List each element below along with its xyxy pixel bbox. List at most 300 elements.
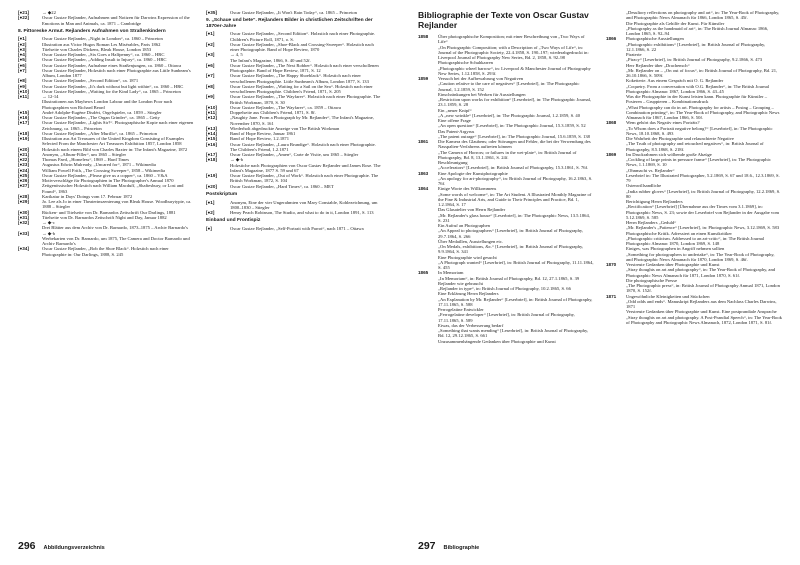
entry-text: Titelseite von Dr. Barnardos Zeitschrift Night and Day, Januar 1882: [42, 214, 167, 220]
list-item: [18, 246, 194, 257]
left-column-2: [206, 10, 382, 231]
entry-text: „Desultory reflections on photography and art“, in: The Year-Book of Photography, and Photographic News Almanach für 1866, London 1865, S. 45f.: [626, 10, 780, 21]
entry-text: Oscar Gustav Rejlander, „Second Edition“. Holzstich nach einer Photographie. Children's Picture Roll, 1871, o. S.: [230, 31, 376, 42]
list-item: [606, 283, 782, 294]
right-column-2: [606, 10, 782, 325]
entry-text: Oscar Gustav Rejlander, „After Murillo“, ca. 1865 – Princeton: [42, 130, 158, 136]
list-item: [18, 136, 194, 147]
entry-text: Oscar Gustav Rejlander, „Amen“, Carte de Visite, um 1865 – Stiegler: [230, 152, 359, 158]
entry-number: [●8]: [206, 83, 215, 89]
list-item: [206, 73, 382, 84]
entry-text: Oscar Gustav Rejlander, „The Wayfarer“, ca. 1859 – Ottawa: [230, 104, 341, 110]
entry-number: [●21]: [18, 10, 29, 15]
entry-number: [●17]: [18, 120, 29, 126]
year-label: [606, 126, 626, 137]
entry-number: [●24]: [18, 167, 29, 173]
year-label: [606, 157, 626, 168]
year-label: 1870: [606, 262, 617, 267]
year-label: [418, 45, 438, 61]
entry-number: [●6]: [206, 62, 215, 68]
year-label: 1869: [606, 151, 617, 157]
entry-text: Oscar Gustav Rejlander, „It Won't Rain Today“, ca. 1865 – Princeton: [230, 10, 357, 15]
entry-text: Photographische Ausstellungen: [626, 36, 684, 42]
entry-number: [●35]: [206, 10, 217, 15]
entry-text: Illustrationen aus Mayhews London Labour and the London Poor nach Photographien von Richard Beard: [42, 99, 173, 110]
right-column-1: [418, 10, 594, 344]
list-item: [606, 94, 782, 105]
entry-text: Illustration aus Art Treasures of the United Kingdom Consisting of Examples Selected From the Manchester Art Treasures Exhibition 1857, London 1858: [42, 136, 185, 147]
entry-text: Oscar Gustav Rejlander, Aufnahmen und Notizen für Darwins Expression of the Emotions in Man and Animals, ca. 1871 – Cambridge: [42, 15, 190, 26]
year-label: [606, 189, 626, 200]
entry-text: Band of Hope Review, 1.2.1871: [230, 136, 290, 142]
entry-text: Rejlander wie gebraucht: [438, 280, 483, 286]
list-item: [18, 120, 194, 131]
list-item: [18, 236, 194, 247]
entry-number: [●18]: [206, 157, 217, 163]
list-item: [418, 228, 594, 239]
year-label: [606, 105, 626, 121]
year-label: [606, 42, 626, 53]
entry-number: [●13]: [206, 125, 217, 131]
entry-text: Oscar Gustav Rejlander, „Bob the Shoe Black“. Holzstich nach einer Photographie in: Our Darlings, 1888, S. 245: [42, 246, 169, 257]
year-label: [418, 66, 438, 77]
entry-number: [●25]: [18, 172, 29, 178]
running-head: Bibliographie: [443, 545, 480, 551]
year-label: 1871: [606, 293, 617, 299]
entry-text: In Memoriam: [438, 270, 464, 276]
list-item: [418, 81, 594, 92]
section-heading: 8. Pittoreske Armut. Rejlanders Aufnahmen von Straßenkindern: [18, 28, 166, 34]
list-item: [18, 68, 194, 79]
entry-number: [●22]: [18, 15, 29, 21]
list-item: [418, 297, 594, 308]
section-heading: 9. „Schaue und bete“. Rejlanders Bilder in christlichen Zeitschriften der 1870er-Jahre: [206, 18, 373, 29]
list-item: [206, 173, 382, 184]
list-item: [18, 199, 194, 210]
left-folio: [18, 540, 105, 552]
list-item: [418, 176, 594, 187]
entry-number: [●18]: [18, 130, 29, 136]
list-item: [606, 267, 782, 278]
entry-text: „Stray thoughts on art and photography. A Post-Prandial Speech“, in: The Year-Book of Photography and Photographic News Almanach, 1872, London 1871, S. 81f.: [626, 314, 782, 325]
entry-number: [●28]: [18, 193, 29, 199]
entry-text: „Accelerators“ [Leserbrief], in: British Journal of Photography, 15.3.1861, S. 76f.: [438, 165, 589, 171]
entry-number: [●14]: [206, 131, 217, 137]
entry-text: Oscar Gustav Rejlander, „The Happy Shoeblack“. Holzstich nach einer verschollenen Photographie. Little Sunbeam's Album, London 1877, S. 133: [230, 73, 369, 84]
list-item: [18, 183, 194, 194]
entry-text: Wiederholt abgedruckte Anzeige von The British Workman: [230, 125, 340, 131]
entry-text: Oscar Gustav Rejlander, „It's dark without but light within“, ca. 1860 – HRC: [42, 83, 184, 89]
year-label: [418, 339, 438, 344]
list-item: [606, 10, 782, 21]
entry-text: Oscar Gustav Rejlander, „Lights Sir?“. Photographische Kopie nach einer eigenen Zeichnung, ca. 1865 – Princeton: [42, 120, 194, 131]
entry-text: Koketterie. Aus einem Gespräch mit O. G. Rejlander: [626, 78, 724, 84]
list-item: [606, 126, 782, 137]
right-page: [400, 0, 800, 565]
entry-text: Oscar Gustav Rejlander, „Please give us a copper“, ca. 1860 – V&A: [42, 172, 168, 178]
entry-text: → ◆-c: [42, 220, 55, 226]
entry-number: [●20]: [18, 146, 29, 152]
entry-text: Über photographische Komposition; mit einer Beschreibung von „Two Ways of Life“: [438, 34, 585, 45]
entry-text: Herrn Rejlanders „Geduld“: [626, 220, 677, 225]
entry-text: Etwas, das der Verbesserung bedarf: [438, 322, 504, 328]
list-item: [418, 213, 594, 224]
entry-number: [●15]: [206, 136, 217, 142]
year-label: 1861: [418, 139, 429, 144]
entry-text: „The Photographic press“, in: British Journal of Photography Annual 1871, London 1870, S. 152f.: [626, 283, 780, 294]
list-item: [206, 210, 382, 215]
list-item: [606, 84, 782, 95]
year-label: 1865: [418, 270, 429, 276]
entry-text: „Coquetry. From a conversation with O.G. Rejlander“, in: The British Journal Photographic Almanac 1867, London 1866, S. 43–45: [626, 83, 770, 94]
entry-text: Beschleunigung: [438, 160, 468, 165]
list-item: [606, 236, 782, 247]
list-item: [206, 63, 382, 74]
page-title: Bibliographie der Texte von Oscar Gustav Rejlander: [418, 10, 589, 30]
entry-number: [●4]: [18, 52, 27, 58]
entry-text: „On Photographic Composition; with a Description of „Two Ways of Life“, in: Journal of the Photographic Society, 22.4.1858, S. 190–197; wiederabgedruckt in: Liverpool Journal of Photography New Series, Bd. 2, 1858, S. 92–98: [438, 44, 589, 60]
year-label: [418, 328, 438, 339]
list-item: [606, 299, 782, 310]
year-label: [418, 176, 438, 187]
entry-text: Illustration aus Victor Hugos Roman Les Misérables, Paris 1862: [42, 41, 161, 47]
year-label: 1858: [418, 34, 429, 39]
entry-text: Wem gehört das Negativ eines Porträts?: [626, 120, 700, 126]
entry-text: → 12-14: [42, 94, 59, 100]
entry-text: „To Whom does a Portrait negative belong?“ [Leserbrief], in: The Photographic News, 18.10.1868, S. 493: [626, 125, 773, 136]
list-item: [418, 150, 594, 161]
entry-text: „An apology for art-photography“, in: British Journal of Photography, 16.2.1863, S. 76f.: [438, 175, 593, 186]
entry-text: → ◆-b: [42, 230, 56, 236]
entry-number: [●2]: [206, 210, 215, 216]
year-label: [418, 228, 438, 239]
entry-number: [18, 236, 42, 247]
entry-text: Photographische Kritik. Adressiert an einen Kunstkritiker: [626, 230, 732, 236]
entry-text: „Some words of welcome“, in: The Art Student. A Illustrated Monthly Magazine of the Fine & Industrial Arts, and Guide to Their Principles and Practice, Bd. 1, 1.2.1864, S. 17: [438, 191, 592, 207]
entry-text: Berichtigung Herrn Rejlanders: [626, 199, 683, 204]
entry-text: Die Photographie als Gehilfe der Kunst. Für Künstler: [626, 20, 725, 26]
entry-number: [●1]: [18, 36, 27, 42]
entry-text: Holzstiche nach Photographien von Oscar Gustav Rejlander und James Rose. The Infant's Magazine, 1877 S. 59 und 67: [230, 162, 381, 173]
entry-text: Herr Rejlander über „Drachensch“: [626, 62, 690, 68]
entry-number: [●11]: [18, 94, 29, 100]
list-item: [206, 10, 382, 15]
entry-text: „Something that wants mending“ [Leserbrief], in: British Journal of Photography, Bd. 12, 29.12.1865, S. 661: [438, 328, 589, 339]
entry-number: [●7]: [18, 67, 27, 73]
entry-number: [18, 99, 42, 110]
entry-text: Oscar Gustav Rejlander, Holzstich nach einer Photographie aus Little Sunbeam's Album, London 1877: [42, 67, 191, 79]
year-label: [606, 141, 626, 152]
year-label: [606, 10, 626, 21]
year-label: 1864: [418, 186, 429, 192]
entry-text: „Stray thoughts on art and photography“, in: The Year-Book of Photography, and Photographic News Almanach für 1871, London 1870, S. 61f.: [626, 267, 776, 278]
entry-text: Die Kamera des Glaubens; oder Störungen und Fehler, die bei der Verwendung des Nasspalten-Verfahrens auftreten können: [438, 139, 591, 150]
entry-text: Einiges, was Photographen in Angriff nehmen sollten: [626, 246, 725, 252]
entry-text: → ◆22: [42, 10, 56, 15]
list-item: [206, 163, 382, 174]
entry-number: [●11]: [206, 110, 217, 116]
list-item: [606, 105, 782, 121]
entry-text: Perrogelatine Entwickler: [438, 307, 484, 312]
year-label: [606, 267, 626, 278]
year-label: [606, 204, 626, 220]
entry-text: „On Medals, exhibitions, &c.“ [Leserbrief], in: British Journal of Photography, 9.9.1864, S. 341: [438, 244, 584, 255]
list-item: [418, 66, 594, 77]
entry-text: Augustus Edwin Mulready, „Uncared for“, 1871 – Wikimedia: [42, 162, 156, 168]
entry-text: Piraterie: [626, 52, 642, 57]
running-head: Abbildungsverzeichnis: [43, 545, 105, 551]
entry-text: Oscar Gustav Rejlander, „The Wayfarer“. Holzstich nach einer Photographie. The British Workman, 1870, S. 30: [230, 94, 381, 105]
year-label: 1868: [606, 120, 617, 126]
year-label: [606, 173, 626, 184]
list-item: [206, 142, 382, 153]
entry-text: William Powell Frith, „The Crossing Sweeper“, 1858 – Wikimedia: [42, 167, 166, 173]
entry-text: Oscar Gustav Rejlander, Aufnahme eines Straßenjungen, ca. 1860 – Ottawa: [42, 62, 182, 68]
list-item: [418, 339, 594, 344]
entry-number: [●16]: [206, 141, 217, 147]
entry-number: [●]: [206, 225, 212, 231]
list-item: [606, 173, 782, 184]
list-item: [206, 115, 382, 126]
entry-text: Oscar Gustav Rejlander, „Laura Brundige“. Holzstich nach einer Photographie. The Children's Friend, 1.2.1871: [230, 141, 376, 152]
year-label: [606, 299, 626, 310]
entry-text: „Mr. Rejlander's glass house“ [Leserbrief], in: The Photographic News, 13.5.1864, S. 231: [438, 212, 590, 223]
entry-text: Doppelseite aus Children's Friend, 1871, S. 8f.: [230, 110, 316, 116]
year-label: [418, 297, 438, 308]
list-item: [18, 99, 194, 110]
list-item: [606, 252, 782, 263]
entry-number: [●10]: [206, 104, 217, 110]
entry-text: Eine Photographie wird gesucht: [438, 254, 497, 260]
entry-number: [●2]: [18, 41, 27, 47]
list-item: [206, 226, 382, 231]
entry-text: Was die Photographie in der Kunst leisten kann. Photographie für Künstler – Posieren – Gruppieren – Kombinationsdruck: [626, 94, 767, 105]
entry-text: Das Glasatelier von Herrn Rejlander: [438, 207, 506, 213]
year-label: [606, 283, 626, 294]
entry-text: „Photographic criticism. Addressed to an art-critic“, in: The British Journal Photographic Almanac 1870, London 1869, S. 148: [626, 235, 765, 246]
list-item: [606, 42, 782, 53]
entry-number: [●26]: [18, 178, 29, 184]
entry-text: Oscar Gustav Rejlander, „The Organ Grinder“, ca. 1865 – Getty: [42, 115, 160, 121]
entry-text: Jo. Lee als Jo in einer Theaterinszenierung von Bleak House. Woodburytypie, ca. 1888 – Stiegler: [42, 199, 192, 210]
entry-text: „An Appeal to photographers“ [Leserbrief], in: British Journal of Photography, 29.7.1864, S. 266: [438, 228, 584, 239]
entry-text: „Photography as the handmaid of art“, in: The British Journal Almanac 1866, London 1865, S. 92–94: [626, 25, 769, 36]
entry-number: [●21]: [18, 151, 29, 157]
entry-text: Eine offene Frage: [438, 118, 471, 123]
entry-text: Werbekarten von Dr. Barnardo, um 1875, The Camera and Doctor Barnardo und Archiv Barnardo's: [42, 235, 190, 247]
entry-number: [●23]: [18, 162, 29, 168]
entry-number: [●33]: [18, 230, 29, 236]
entry-number: [●1]: [206, 199, 215, 205]
entry-text: „What Photography can do in art. Photography for artists – Posing – Grouping – Combination printing“, in: The Year-Book of Photography, and Photographic News Almanach für 1867, London 1866, S. 50f.: [626, 104, 780, 120]
entry-number: [●32]: [18, 220, 29, 226]
entry-number: [●29]: [18, 199, 29, 205]
section-heading: Postskriptum: [206, 191, 238, 197]
list-item: [606, 315, 782, 326]
entry-number: [●3]: [206, 52, 215, 58]
entry-text: Drei Blätter aus dem Archiv von Dr. Barnardo, 1873–1875 – Archiv Barnardo's: [42, 225, 188, 231]
entry-text: „An Explanation by Mr. Rejlander“ [Leserbrief], in: British Journal of Photography, 17.11.1865, S. 588: [438, 296, 593, 307]
entry-text: Leserbrief in: The Illustrated Photographer, 5.2.1869, S. 67 und 18.6., 12.3.1869, S. 79: [626, 172, 780, 183]
entry-text: Ein Aufruf an Photographen: [438, 223, 490, 228]
entry-text: Eine Erklärung Herrn Rejlanders: [438, 291, 499, 297]
list-item: [418, 260, 594, 271]
year-label: [606, 94, 626, 105]
entry-text: Das Patent-Argyrus: [438, 128, 475, 134]
entry-text: „Cockling of large prints in pressure frame“ [Leserbrief], in: The Photographic News, 1.1.1869, S. 10: [626, 157, 771, 168]
entry-text: Thomas Faed, „Homeless“, 1869 – Hard Times: [42, 157, 130, 163]
entry-number: [●16]: [18, 115, 29, 121]
entry-number: [●34]: [18, 246, 29, 252]
entry-text: Oscar Gustav Rejlander, „Hard Times“, ca. 1860 – MET: [230, 183, 334, 189]
entry-number: [●2]: [206, 41, 215, 47]
list-item: [206, 42, 382, 53]
year-label: [606, 68, 626, 79]
entry-number: [●5]: [18, 57, 27, 63]
entry-text: „Caution relative to the care of negatives“ [Leserbrief], in: The Photographic Journal, 1.2.1859, S. 152: [438, 81, 580, 92]
entry-number: [206, 163, 230, 174]
entry-text: „Something for photographers to undertake“, in: The Year-Book of Photography, and Photographic News Almanach für 1870, London 1869, S. 46f.: [626, 251, 775, 262]
left-column-1: [18, 10, 194, 257]
entry-text: Band of Hope Review, Januar 1861: [230, 131, 296, 137]
entry-text: „Restriction upon works for exhibition“ [Leserbrief], in: The Photographic Journal, 23.1.1859, S. 28: [438, 97, 592, 108]
entry-text: Die Wahrheit der Photographie und relaunchierte Negative: [626, 136, 734, 141]
entry-text: „A „new wrinkle“ [Leserbrief], in: The Photographic Journal, 1.2.1859, S. 40: [438, 112, 581, 118]
entry-number: [●8]: [18, 78, 27, 84]
entry-text: Oscar Gustav Rejlander, „Adding Insult to Injury“, ca. 1860 – HRC: [42, 57, 167, 63]
year-label: [606, 252, 626, 263]
entry-number: [●19]: [206, 173, 217, 179]
entry-number: [●10]: [18, 88, 29, 94]
list-item: [606, 68, 782, 79]
entry-text: Zeitgenössischer Holzstich nach William Macduff, „Shaftesbury, or Lost and Found“, 1863: [42, 183, 184, 194]
entry-number: [●22]: [18, 157, 29, 163]
entry-text: Oscar Gustav Rejlander, „Six Goes a Halfpenny“, ca. 1860 – HRC: [42, 52, 165, 58]
list-item: [606, 204, 782, 220]
entry-text: Über Medaillen, Ausstellungen etc.: [438, 238, 503, 244]
list-item: [418, 139, 594, 150]
entry-text: Oscar Gustav Rejlander, „Self-Portrait with Parrot“, nach 1871 – Ottawa: [230, 225, 364, 231]
list-item: [206, 200, 382, 211]
entry-number: [●30]: [18, 209, 29, 215]
entry-text: Oscar Gustav Rejlander, „The Next Robber“. Holzstich nach einer verschollenen Photographie. Band of Hope Review, 1871, S. 12: [230, 62, 379, 74]
entry-text: Oscar Gustav Rejlander, „Night in London“, ca. 1860 – Princeton: [42, 36, 163, 42]
entry-number: [●27]: [18, 183, 29, 189]
entry-text: „Mr. Rejlander's „Patience“ [Leserbrief], in: Photographic News, 3.12.1869, S. 583: [626, 225, 780, 231]
year-label: [418, 312, 438, 323]
entry-text: Einige Worte des Willkommens: [438, 186, 497, 192]
section-heading: Einband und Frontispiz: [206, 218, 261, 224]
entry-text: „Rejlander in type“, in: British Journal of Photography, 10.2.1865, S. 66: [438, 286, 571, 291]
list-item: [18, 15, 194, 26]
entry-text: Oscar Gustav Rejlander, „Waiting for the Kind Lady“, ca. 1865 – Princeton: [42, 88, 181, 94]
list-item: [606, 189, 782, 200]
entry-number: [●20]: [206, 183, 217, 189]
entry-number: [●7]: [206, 73, 215, 79]
entry-text: „Rectification“ [Leserbrief] [Übernahme aus der Times vom 3.1.1869], in: Photographic News, S. 23; sowie der Leserbrief von Rejlander in der Ausgabe vom 5.12.1869, S. 585: [626, 204, 780, 220]
entry-text: Henry Peach Robinson, The Studio, and what to do in it, London 1891, S. 113: [230, 210, 374, 216]
entry-text: „The Truth of photography and retouched negatives“, in: British Journal of Photography, 8.5.1868, S. 218f.: [626, 141, 764, 152]
entry-text: André Adolphe-Eugène Disdéri, Orgelspieler, ca. 1859 – Stiegler: [42, 109, 162, 115]
entry-text: Holzstich nach einem Bild von Charles Baxter in: The Infant's Magazine, 1872: [42, 146, 188, 152]
year-label: [418, 244, 438, 255]
entry-text: „In Memoriam“, in: British Journal of Photography, Bd. 12, 27.1.1865, S. 39: [438, 275, 580, 281]
entry-text: Ostenwillsandliche: [626, 183, 662, 189]
entry-text: „India rubber gloves“ [Leserbrief], in: British Journal of Photography, 12.2.1869, S. 80: [626, 188, 781, 199]
entry-number: [●19]: [18, 136, 29, 142]
list-item: [418, 244, 594, 255]
year-label: 1863: [418, 170, 429, 176]
list-item: [206, 94, 382, 105]
list-item: [418, 328, 594, 339]
entry-text: Unzusammenhängende Gedanken über Photographie und Kunst: [438, 338, 556, 344]
list-item: [418, 312, 594, 323]
year-label: [418, 260, 438, 271]
entry-number: [●9]: [206, 94, 215, 100]
year-label: [418, 192, 438, 208]
entry-number: [●17]: [206, 152, 217, 158]
right-folio: [418, 540, 479, 552]
list-item: [606, 141, 782, 152]
year-label: [418, 213, 438, 224]
entry-text: → ◆-b: [230, 157, 244, 163]
list-item: [418, 192, 594, 208]
entry-number: [●12]: [206, 115, 217, 121]
list-item: [206, 31, 382, 42]
entry-text: „Piracy“ [Leserbrief], in: British Journal of Photography, 9.2.1866, S. 473: [626, 57, 763, 63]
entry-text: „Photographic exhibitions“ [Leserbrief], in: British Journal of Photography, 12.1.1866, S. 22: [626, 41, 766, 52]
entry-text: „Naughty Jane. From a Photograph by Mr. Rejlander“, The Infant's Magazine, November 1870, S. 161: [230, 115, 374, 126]
entry-text: „A Photograph wanted“ [Leserbrief], in: British Journal of Photography, 11.11.1864, S. 455: [438, 259, 594, 270]
entry-text: Titelseite von Charles Dickens, Bleak House, London 1853: [42, 46, 152, 52]
entry-text: Ein „neuer Knipf“: [438, 107, 472, 113]
year-label: [606, 236, 626, 247]
entry-number: [●3]: [18, 46, 27, 52]
entry-number: [●1]: [206, 31, 215, 37]
year-label: [606, 26, 626, 37]
entry-text: „The Camera of Horrors; or failures in the wet-plate“, in: British Journal of Photography, Bd. 8, 13.1.1861, S. 24f.: [438, 149, 577, 160]
entry-text: „Mr. Rejlander on – „On out of focus“, in: British Journal of Photography, Bd. 21, 26.10.1866, S. 509f.: [626, 67, 778, 78]
year-label: [418, 81, 438, 92]
entry-text: Oscar Gustav Rejlander, „Waiting for a Sail on the Sea“. Holzstich nach einer verschollenen Photographie. Children's Friend, 1871, S. 205: [230, 83, 373, 95]
entry-text: Oscar Gustav Rejlander, „Shoe-Black and Crossing-Sweeper“. Holzstich nach einer Photographie. Band of Hope Review, 1870: [230, 41, 374, 53]
entry-number: [●31]: [18, 214, 29, 220]
entry-number: [●6]: [18, 62, 27, 68]
page-number: 297: [418, 540, 436, 552]
entry-text: Photographische Schuhkarren: [438, 60, 493, 66]
entry-text: Ungewöhnliche Kleinigkeiten und Stückchen: [626, 293, 710, 299]
list-item: [418, 34, 594, 45]
entry-text: Karikatur in Days' Doings vom 17. Februar 1872: [42, 193, 133, 199]
entry-text: Anonym, Eine der vier Ungerahmten von Mary Constable, Kohlezeichnung, um 1800–1830 – Stiegler: [230, 199, 378, 210]
page-number: 296: [18, 540, 36, 552]
entry-text: The Infant's Magazine, 1866, S. 40 und 52f.: [230, 57, 311, 63]
entry-text: „Ohnmacht vs. Rejlander“: [626, 167, 675, 173]
list-item: [418, 45, 594, 61]
entry-text: Oscar Gustav Rejlander, „Second Edition“, ca. 1871: [42, 78, 139, 84]
year-label: [418, 97, 438, 108]
entry-text: „Photographic wheel barrow“, in: Liverpool & Manchester Journal of Photography New Series, 1.12.1858, S. 293f.: [438, 65, 591, 76]
entry-text: Eine Apologie der Kunstphotographie: [438, 170, 508, 176]
entry-text: Oscar Gustav Rejlander, „Out of Work“. Holzstich nach einer Photographie. The British Workman, 1872, S. 104: [230, 173, 379, 184]
list-item: [206, 84, 382, 95]
entry-text: Versuch bei der Aufbewahrung von Negativen: [438, 76, 524, 81]
entry-text: → 4, 5: [230, 52, 243, 58]
entry-text: Einschränkungen bei Werken für Ausstellungen: [438, 91, 526, 97]
year-label: 1859: [418, 76, 429, 81]
entry-text: Verstreute Gedanken über Photographie und Kunst. Eine postprandiale Ansprache: [626, 309, 777, 315]
year-label: 1866: [606, 36, 617, 42]
